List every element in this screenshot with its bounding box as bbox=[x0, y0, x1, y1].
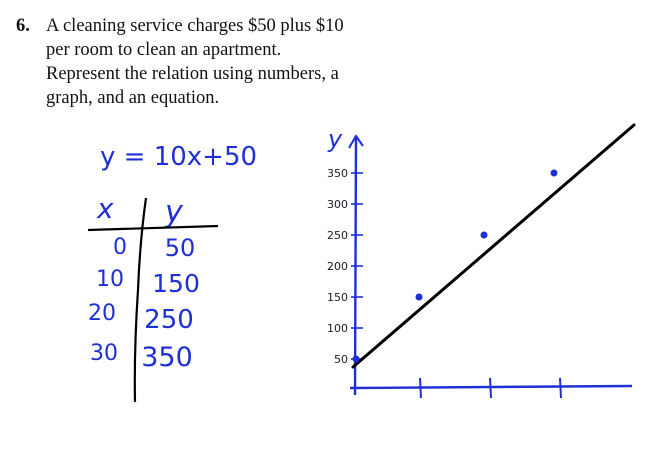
y-axis-label: y bbox=[328, 125, 343, 153]
y-tick-label-300: 300 bbox=[327, 198, 348, 211]
data-points bbox=[353, 170, 558, 363]
table-x-2: 10 bbox=[96, 267, 124, 292]
equation-text: y = 10x+50 bbox=[100, 142, 258, 172]
table-y-1: 50 bbox=[164, 234, 196, 262]
value-table bbox=[88, 192, 218, 402]
table-header-x: x bbox=[97, 192, 114, 225]
table-x-4: 30 bbox=[90, 341, 118, 366]
problem-line-1: A cleaning service charges $50 plus $10 bbox=[46, 16, 344, 36]
data-point-4 bbox=[551, 170, 558, 177]
y-tick-label-200: 200 bbox=[327, 260, 348, 273]
x-tick-3 bbox=[560, 378, 561, 398]
table-y-3: 250 bbox=[144, 305, 194, 335]
problem-line-4: graph, and an equation. bbox=[46, 88, 220, 108]
relation-line bbox=[353, 125, 634, 367]
problem-number: 6. bbox=[16, 16, 30, 36]
table-rule bbox=[88, 226, 218, 230]
table-x-1: 0 bbox=[113, 235, 127, 260]
problem-line-2: per room to clean an apartment. bbox=[46, 40, 282, 60]
data-point-1 bbox=[353, 356, 360, 363]
x-tick-1 bbox=[420, 378, 421, 398]
table-header-y: y bbox=[165, 195, 183, 230]
problem-line-3: Represent the relation using numbers, a bbox=[46, 64, 339, 84]
table-x-3: 20 bbox=[88, 301, 116, 326]
table-y-2: 150 bbox=[152, 269, 200, 298]
data-point-3 bbox=[481, 232, 488, 239]
y-tick-label-150: 150 bbox=[327, 291, 348, 304]
y-tick-label-50: 50 bbox=[334, 353, 348, 366]
y-ticks bbox=[327, 167, 363, 366]
x-tick-2 bbox=[490, 378, 491, 398]
y-tick-label-100: 100 bbox=[327, 322, 348, 335]
table-y-4: 350 bbox=[141, 342, 193, 373]
data-point-2 bbox=[416, 294, 423, 301]
y-tick-label-350: 350 bbox=[327, 167, 348, 180]
line-graph bbox=[327, 125, 634, 398]
y-tick-label-250: 250 bbox=[327, 229, 348, 242]
